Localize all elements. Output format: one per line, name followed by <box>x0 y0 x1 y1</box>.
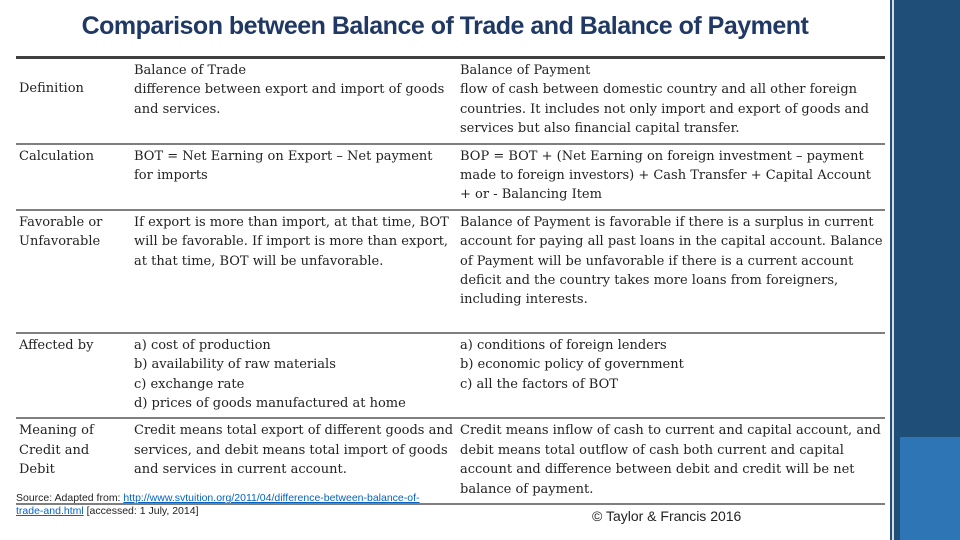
table-cell <box>131 144 457 210</box>
table-cell <box>457 333 885 419</box>
source-link[interactable]: http://www.svtuition.org/2011/04/difference-between-balance-of-trade-and.html <box>16 492 420 517</box>
cell-text: Credit means total export of different goods and services, and debit means total import of goods and services in current account. <box>134 423 454 478</box>
row-label: Definition <box>16 58 131 144</box>
table-cell <box>131 58 457 144</box>
cell-text: If export is more than import, at that time, BOT will be favorable. If import is more than export, at that time, BOT will be unfavorable. <box>134 214 449 269</box>
table-cell <box>457 418 885 504</box>
table-row <box>16 58 885 144</box>
table-row <box>16 210 885 333</box>
slide-title: Comparison between Balance of Trade and Balance of Payment <box>81 12 809 40</box>
row-label: Meaning of Credit and Debit <box>16 418 131 504</box>
cell-text: flow of cash between domestic country and all other foreign countries. It includes not only import and export of goods and services but also financial capital transfer. <box>460 82 869 137</box>
row-label: Calculation <box>16 144 131 210</box>
table-cell <box>457 58 885 144</box>
cell-text: Credit means inflow of cash to current and capital account, and debit means total outflow of cash both current and capital account and difference between debit and credit will be net balance of payment. <box>460 423 881 497</box>
list-item: d) prices of goods manufactured at home <box>134 396 406 412</box>
row-label: Affected by <box>16 333 131 419</box>
table-cell <box>131 333 457 419</box>
cell-text: BOP = BOT + (Net Earning on foreign investment – payment made to foreign investors) + Cash Transfer + Capital Account + or - Balancing Item <box>460 148 871 203</box>
column-header-trade: Balance of Trade <box>134 63 247 78</box>
sidebar-divider <box>892 0 894 540</box>
row-label: Favorable or Unfavorable <box>16 210 131 333</box>
list-item: b) economic policy of government <box>460 357 684 373</box>
table-cell <box>457 144 885 210</box>
sidebar-accent-block <box>900 437 960 540</box>
list-item: a) conditions of foreign lenders <box>460 337 667 353</box>
cell-text: Balance of Payment is favorable if there is a surplus in current account for paying all past loans in the capital account. Balance of Payment will be unfavorable if there is a current account deficit and the country takes more loans from foreigners, including interests. <box>460 214 883 308</box>
list-item: a) cost of production <box>134 337 271 353</box>
source-note <box>16 492 436 518</box>
source-prefix: Source: Adapted from: <box>16 492 124 504</box>
list-item: c) all the factors of BOT <box>460 376 618 392</box>
table-row <box>16 333 885 419</box>
source-accessed: [accessed: 1 July, 2014] <box>83 505 199 517</box>
list-item: c) exchange rate <box>134 376 245 392</box>
cell-text: BOT = Net Earning on Export – Net payment for imports <box>134 148 433 184</box>
comparison-table <box>16 56 885 505</box>
cell-text: difference between export and import of goods and services. <box>134 82 445 117</box>
copyright-notice: © Taylor & Francis 2016 <box>592 508 742 524</box>
list-item: b) availability of raw materials <box>134 357 336 373</box>
table-cell <box>131 210 457 333</box>
table-row <box>16 144 885 210</box>
table-cell <box>457 210 885 333</box>
column-header-payment: Balance of Payment <box>460 63 591 78</box>
